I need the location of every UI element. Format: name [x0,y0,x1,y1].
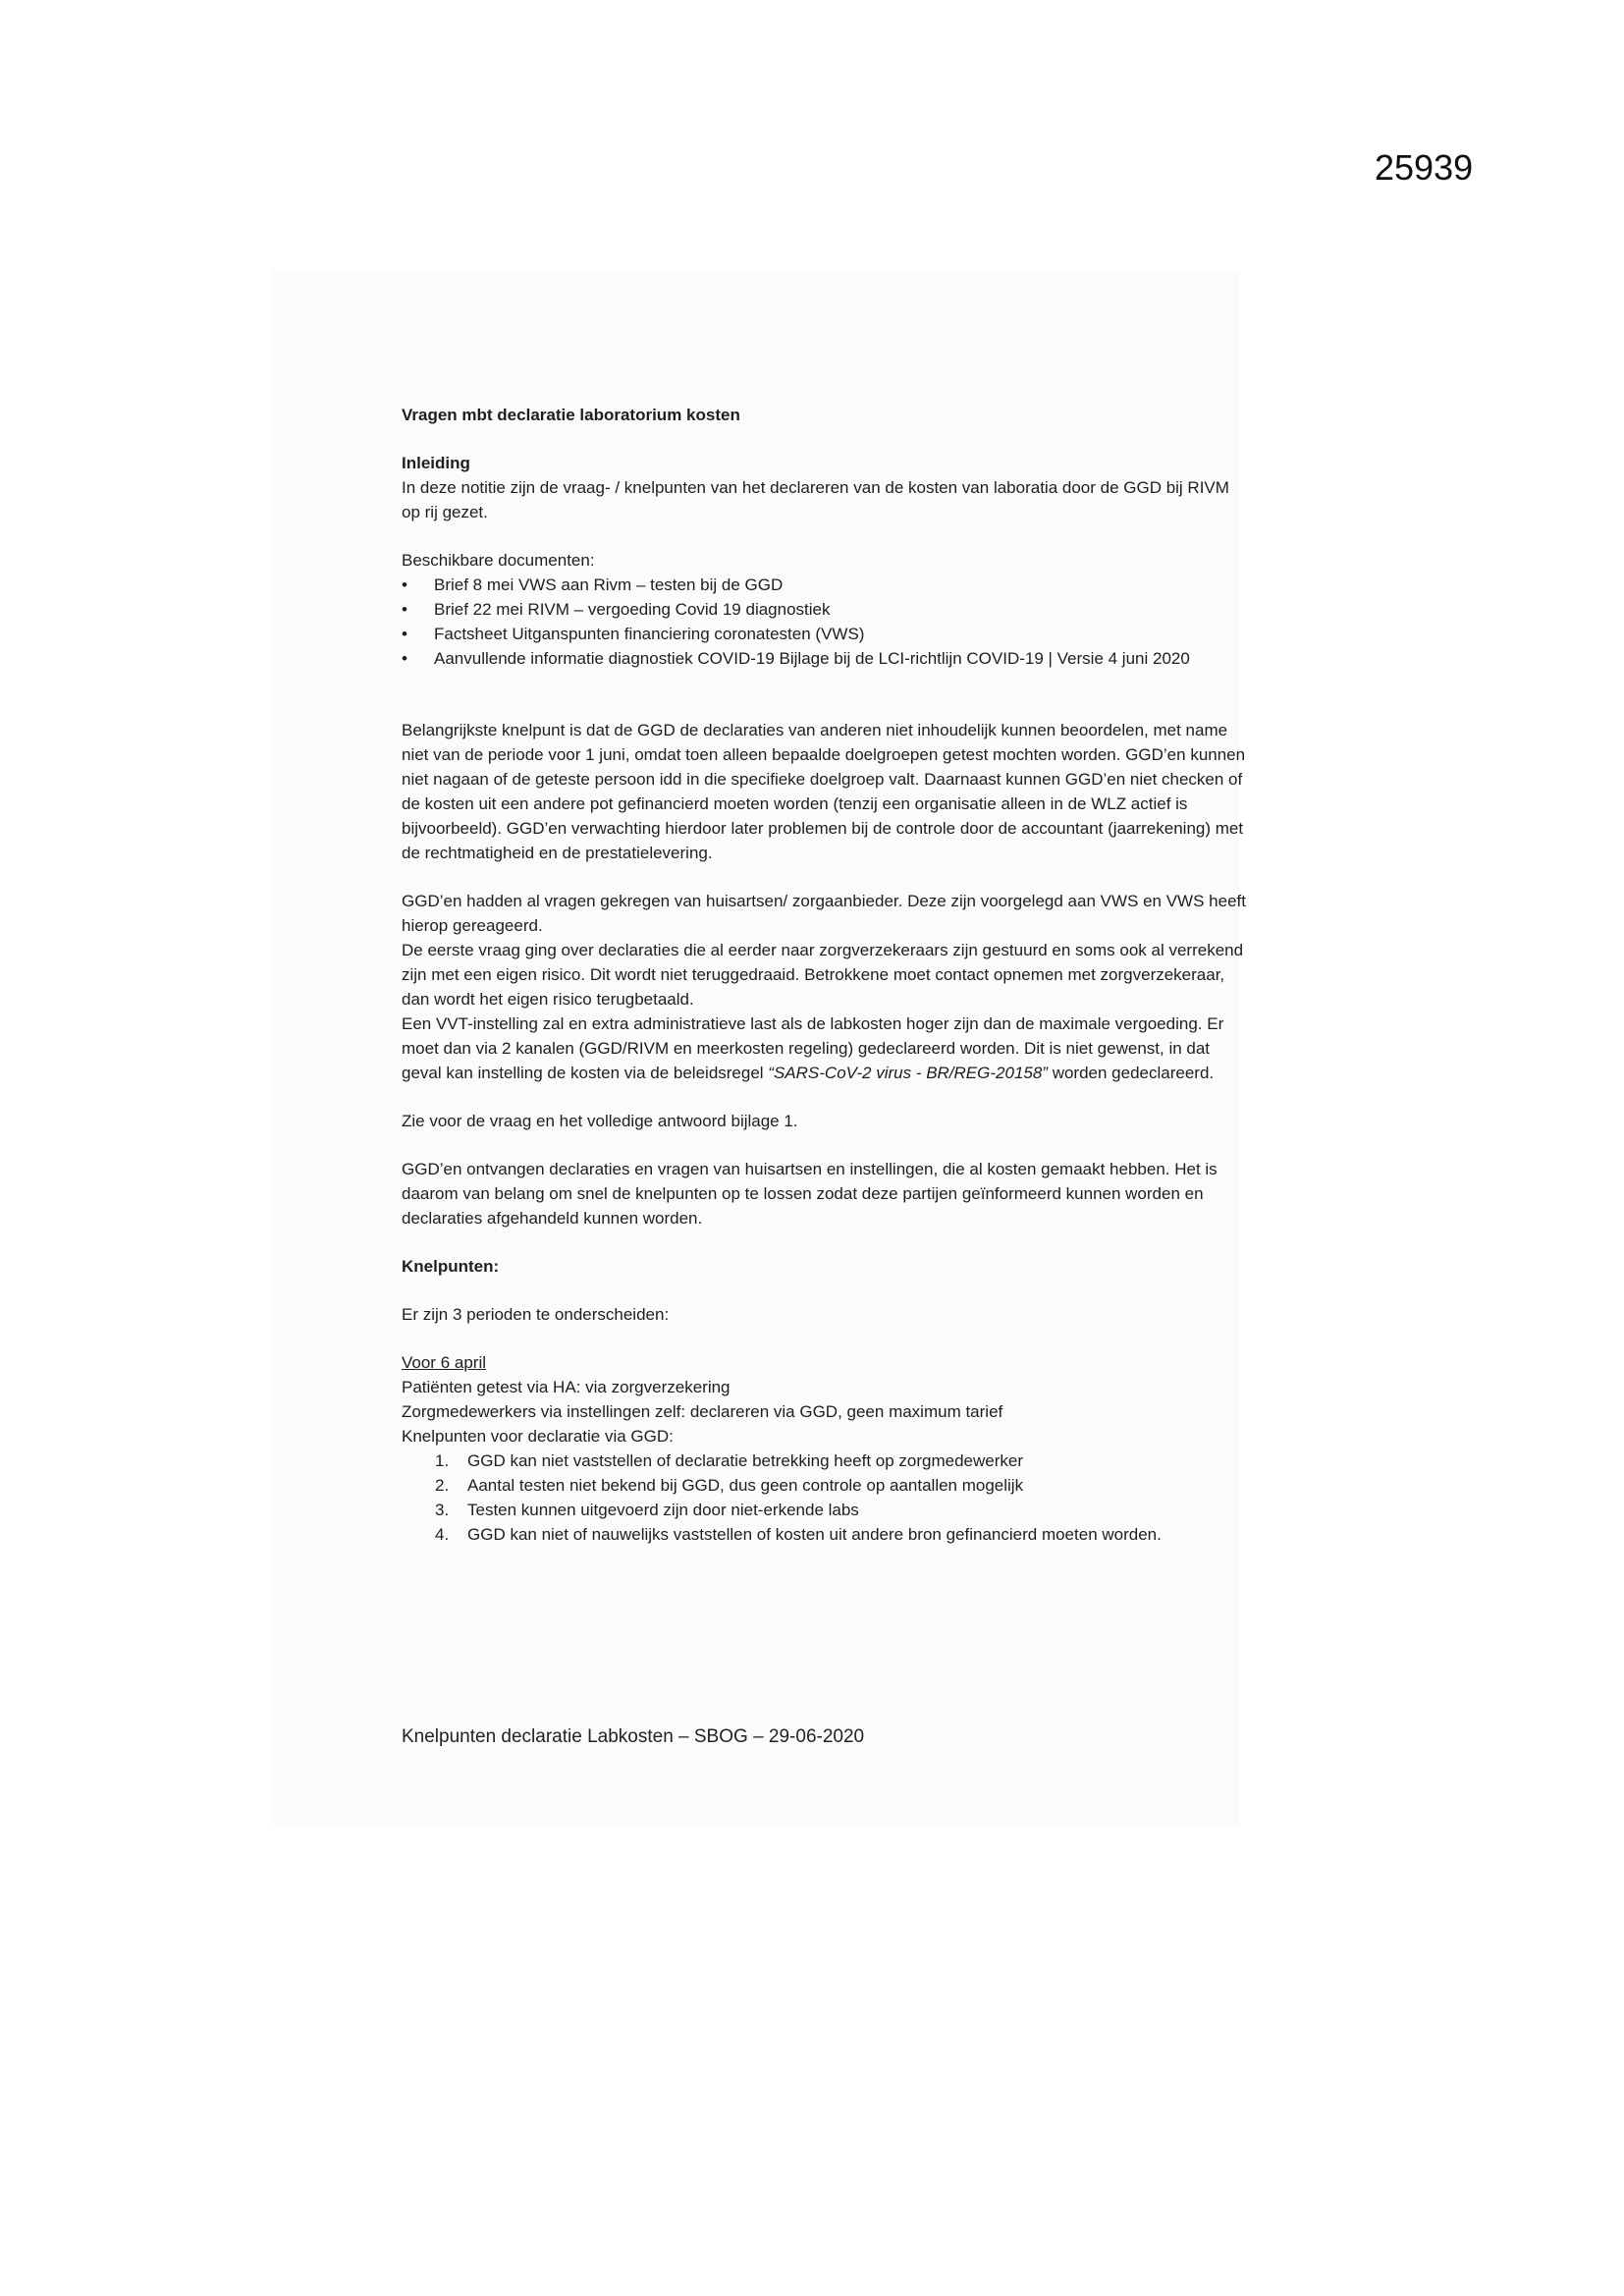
intro-heading: Inleiding [402,454,470,472]
period-line-knelpunten-label: Knelpunten voor declaratie via GGD: [402,1427,674,1446]
list-item: 1. GGD kan niet vaststellen of declaratie betrekking heeft op zorgmedewerker [435,1451,1024,1470]
list-item: • Factsheet Uitganspunten financiering coronatesten (VWS) [402,622,1246,646]
see-appendix-text: Zie voor de vraag en het volledige antwoord bijlage 1. [402,1112,798,1130]
questions-paragraph-3: Een VVT-instelling zal en extra administratieve last als de labkosten hoger zijn dan de maximale vergoeding. Er moet dan via 2 kanalen (GGD/RIVM en meerkosten regeling) gedeclareerd worden. Dit is niet gewenst, in dat geval kan instelling de kosten via de beleidsregel “SARS-CoV-2 virus - BR/REG-20158” worden gedeclareerd. [402,1014,1224,1082]
document-body [402,403,1246,1547]
list-item: 3. Testen kunnen uitgevoerd zijn door niet-erkende labs [435,1501,859,1519]
knelpunten-list [402,1449,1246,1547]
bullet-icon: • [402,625,407,643]
page-footer: Knelpunten declaratie Labkosten – SBOG – 29-06-2020 [402,1726,865,1747]
list-item: • Brief 22 mei RIVM – vergoeding Covid 19 diagnostiek [402,597,1246,622]
period-line-patients: Patiënten getest via HA: via zorgverzekering [402,1378,731,1396]
list-item: 4. GGD kan niet of nauwelijks vaststellen of kosten uit andere bron gefinancierd moeten worden. [435,1525,1162,1544]
bullet-icon: • [402,600,407,619]
receive-declarations-paragraph: GGD’en ontvangen declaraties en vragen van huisartsen en instellingen, die al kosten gemaakt hebben. Het is daarom van belang om snel de knelpunten op te lossen zodat deze partijen geïnformeerd kunnen worden en declaraties afgehandeld kunnen worden. [402,1160,1218,1228]
questions-paragraph-1: GGD’en hadden al vragen gekregen van huisartsen/ zorgaanbieder. Deze zijn voorgelegd aan VWS en VWS heeft hierop gereageerd. [402,892,1246,935]
bullet-icon: • [402,575,407,594]
document-title: Vragen mbt declaratie laboratorium kosten [402,406,740,424]
list-item: 2. Aantal testen niet bekend bij GGD, dus geen controle op aantallen mogelijk [435,1476,1024,1495]
documents-list [402,573,1246,671]
list-item: • Aanvullende informatie diagnostiek COVID-19 Bijlage bij de LCI-richtlijn COVID-19 | Versie 4 juni 2020 [402,646,1246,671]
intro-text: In deze notitie zijn de vraag- / knelpunten van het declareren van de kosten van laboratia door de GGD bij RIVM op rij gezet. [402,478,1229,521]
documents-label: Beschikbare documenten: [402,551,595,570]
questions-paragraph-2: De eerste vraag ging over declaraties die al eerder naar zorgverzekeraars zijn gestuurd en soms ook al verrekend zijn met een eigen risico. Dit wordt niet teruggedraaid. Betrokkene moet contact opnemen met zorgverzekeraar, dan wordt het eigen risico terugbetaald. [402,941,1244,1009]
beleidsregel-reference: “SARS-CoV-2 virus - BR/REG-20158” [768,1064,1048,1082]
periods-text: Er zijn 3 perioden te onderscheiden: [402,1305,670,1324]
main-knelpunt-paragraph: Belangrijkste knelpunt is dat de GGD de declaraties van anderen niet inhoudelijk kunnen beoordelen, met name niet van de periode voor 1 juni, omdat toen alleen bepaalde doelgroepen getest mochten worden. GGD’en kunnen niet nagaan of de geteste persoon idd in die specifieke doelgroep valt. Daarnaast kunnen GGD’en niet checken of de kosten uit een andere pot gefinancierd moeten worden (tenzij een organisatie alleen in de WLZ actief is bijvoorbeeld). GGD’en verwachting hierdoor later problemen bij de controle door de accountant (jaarrekening) met de rechtmatigheid en de prestatielevering. [402,721,1246,862]
document-number: 25939 [1375,147,1474,188]
bullet-icon: • [402,649,407,668]
list-item: • Brief 8 mei VWS aan Rivm – testen bij de GGD [402,573,1246,597]
knelpunten-heading: Knelpunten: [402,1257,500,1276]
period-line-care-workers: Zorgmedewerkers via instellingen zelf: declareren via GGD, geen maximum tarief [402,1402,1003,1421]
period-title: Voor 6 april [402,1353,486,1372]
